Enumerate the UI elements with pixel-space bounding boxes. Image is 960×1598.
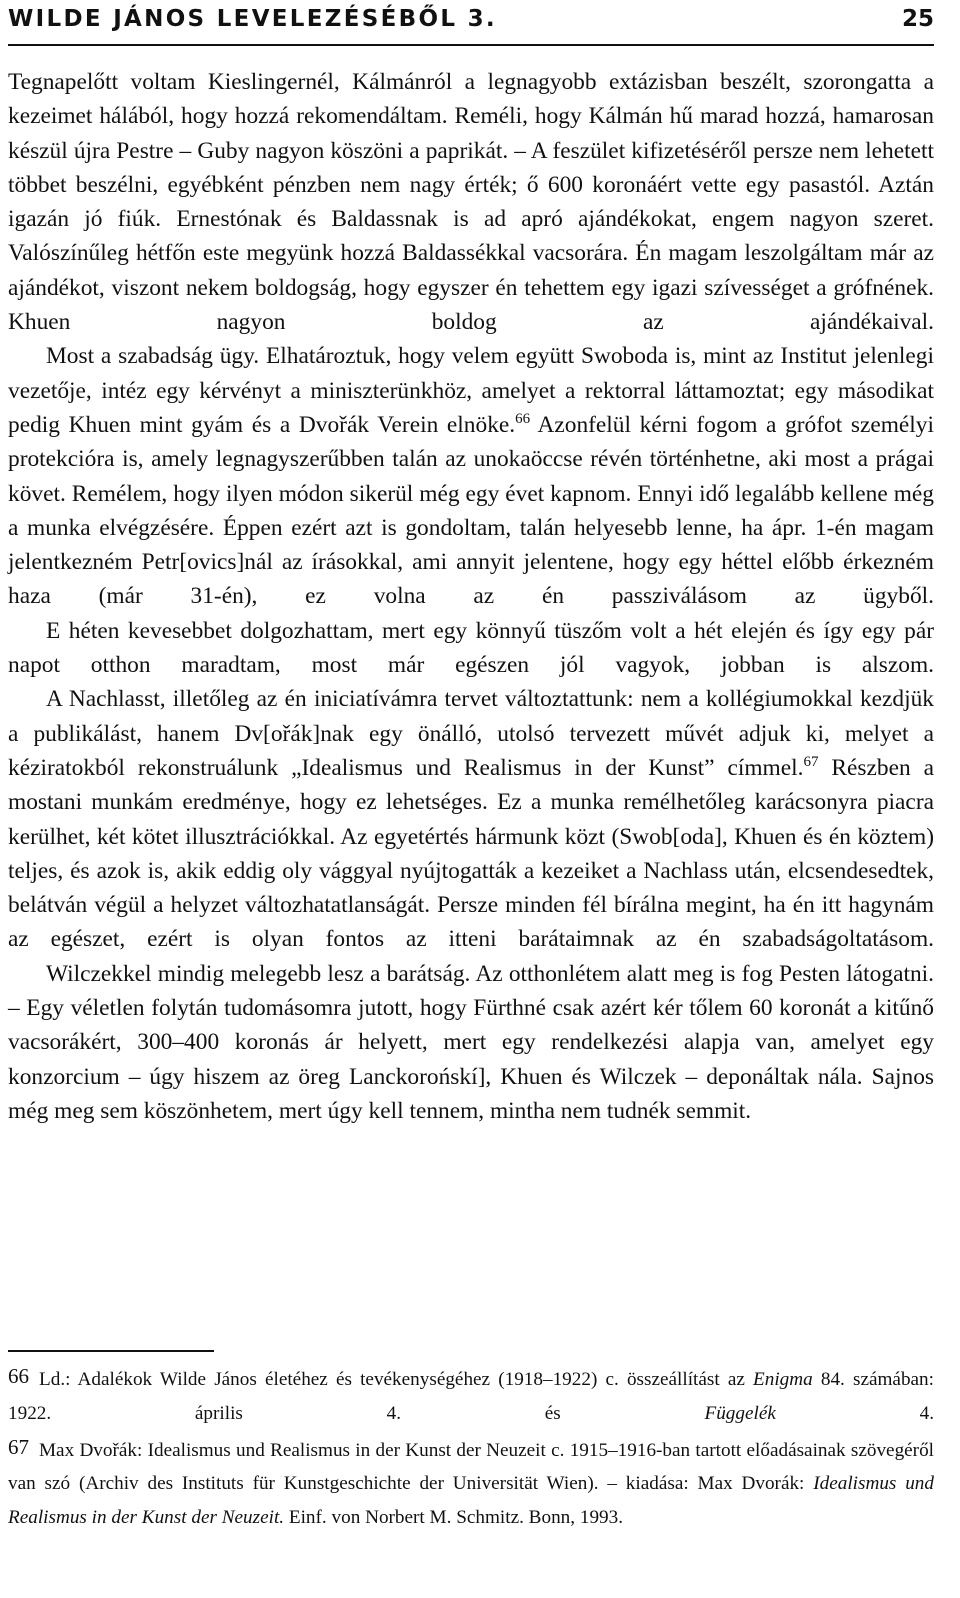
- footnote-mark: 67: [8, 1434, 29, 1459]
- paragraph-text: Részben a mostani munkám eredménye, hogy ez lehetséges. Ez a munka remélhetőleg karácsonyra piacra kerülhet, két kötet illusztrációkkal. Az egyetértés hármunk közt (Swob[oda], Khuen és én köztem) teljes, és azok is, akik eddig oly vággyal nyújtogatták a kezeiket a Nachlass után, elcsendesedtek, belátván végül a helyzet változhatatlanságát. Persze minden fél bírálna megint, ha én itt hagynám az egészet, ezért is olyan fontos az itteni barátaimnak az én szabadságoltatásom.: [8, 754, 934, 953]
- running-title: WILDE JÁNOS LEVELEZÉSÉBŐL 3.: [8, 6, 497, 32]
- footnote-italic: Enigma: [753, 1369, 813, 1390]
- paragraph-text: Most a szabadság ügy. Elhatároztuk, hogy velem együtt Swoboda is, mint az Institut jelenlegi vezetője, intéz egy kérvényt a miniszterünkhöz, amelyet a rektorral láttamoztat; egy másodikat pedig Khuen mint gyám és a Dvořák Verein elnöke.: [8, 343, 934, 438]
- footnote-text: 84. számában: 1922. április 4. és: [8, 1369, 934, 1424]
- page-number: 25: [901, 6, 934, 32]
- footnote-text: Max Dvořák: Idealismus und Realismus in der Kunst der Neuzeit c. 1915–1916-ban tartott előadásainak szövegéről van szó (Archiv des Instituts für Kunstgeschichte der Universität Wien). – kiadása: Max Dvorák:: [8, 1439, 934, 1495]
- paragraph-2: [8, 339, 934, 613]
- paragraph-text: A Nachlasst, illetőleg az én iniciatívámra tervet változtattunk: nem a kollégiumokkal kezdjük a publikálást, hanem Dv[ořák]nak egy önálló, utolsó tervezett művét adjuk ki, melyet a kéziratokból rekonstruálunk „Idealismus und Realismus in der Kunst” címmel.: [8, 686, 934, 781]
- footnotes: [8, 1360, 934, 1535]
- paragraph-text: E héten kevesebbet dolgozhattam, mert egy könnyű tüszőm volt a hét elején és így egy pár napot otthon maradtam, most már egészen jól vagyok, jobban is alszom.: [8, 617, 934, 679]
- footnote-italic: Idealismus und Realismus in der Kunst der Neuzeit.: [8, 1473, 934, 1529]
- header-rule: [8, 44, 934, 46]
- running-header: [8, 4, 934, 38]
- paragraph-1: [8, 65, 934, 339]
- paragraph-4: [8, 682, 934, 956]
- footnote-67: [8, 1431, 934, 1535]
- paragraph-text: Azonfelül kérni fogom a grófot személyi protekcióra is, amely legnagyszerűbben talán az unokaöccse révén történhetne, aki most a prágai követ. Remélem, hogy ilyen módon sikerül még egy évet kapnom. Ennyi idő legalább kellene még a munka elvégzésére. Éppen ezért azt is gondoltam, talán helyesebb lenne, ha ápr. 1-én magam jelentkezném Petr[ovics]nál az írásokkal, ami annyit jelentene, hogy egy héttel előbb érkezném haza (már 31-én), ez volna az én passziválásom az ügyből.: [8, 411, 934, 610]
- footnote-rule: [8, 1350, 214, 1352]
- paragraph-text: Tegnapelőtt voltam Kieslingernél, Kálmánról a legnagyobb extázisban beszélt, szorongatta a kezeimet hálából, hogy hozzá rekomendáltam. Reméli, hogy Kálmán hű marad hozzá, hamarosan készül újra Pestre – Guby nagyon köszöni a paprikát. – A feszület kifizetéséről persze nem lehetett többet beszélni, egyébként pénzben nem nagy érték; ő 600 koronáért vette egy pasastól. Aztán igazán jó fiúk. Ernestónak és Baldassnak is ad apró ajándékokat, engem nagyon szeret. Valószínűleg hétfőn este megyünk hozzá Baldassékkal vacsorára. Én magam leszolgáltam már az ajándékot, viszont nekem boldogság, hogy egyszer én tehettem egy igazi szívességet a grófnének. Khuen nagyon boldog az ajándékaival.: [8, 69, 934, 336]
- paragraph-text: Wilczekkel mindig melegebb lesz a barátság. Az otthonlétem alatt meg is fog Pesten látogatni. – Egy véletlen folytán tudomásomra jutott, hogy Fürthné csak azért kér tőlem 60 koronát a kitűnő vacsorákért, 300–400 koronás ár helyett, mert egy rendelkezési alapja van, amelyet egy konzorcium – úgy hiszem az öreg Lanckorońskí], Khuen és Wilczek – deponáltak nála. Sajnos még meg sem köszönhetem, mert úgy kell tennem, mintha nem tudnék semmit.: [8, 960, 934, 1124]
- letter-body: [8, 65, 934, 1128]
- footnote-66: [8, 1360, 934, 1431]
- footnote-italic: Függelék: [704, 1402, 776, 1424]
- footnote-text: 4.: [775, 1402, 934, 1424]
- paragraph-5: [8, 957, 934, 1128]
- paragraph-3: [8, 614, 934, 683]
- footnote-mark: 66: [8, 1364, 29, 1388]
- footnote-ref-67[interactable]: 67: [803, 754, 819, 771]
- footnote-text: Ld.: Adalékok Wilde János életéhez és tevékenységéhez (1918–1922) c. összeállítást az: [39, 1369, 754, 1390]
- footnote-ref-66[interactable]: 66: [515, 411, 531, 428]
- footnote-text: Einf. von Norbert M. Schmitz. Bonn, 1993.: [284, 1507, 624, 1529]
